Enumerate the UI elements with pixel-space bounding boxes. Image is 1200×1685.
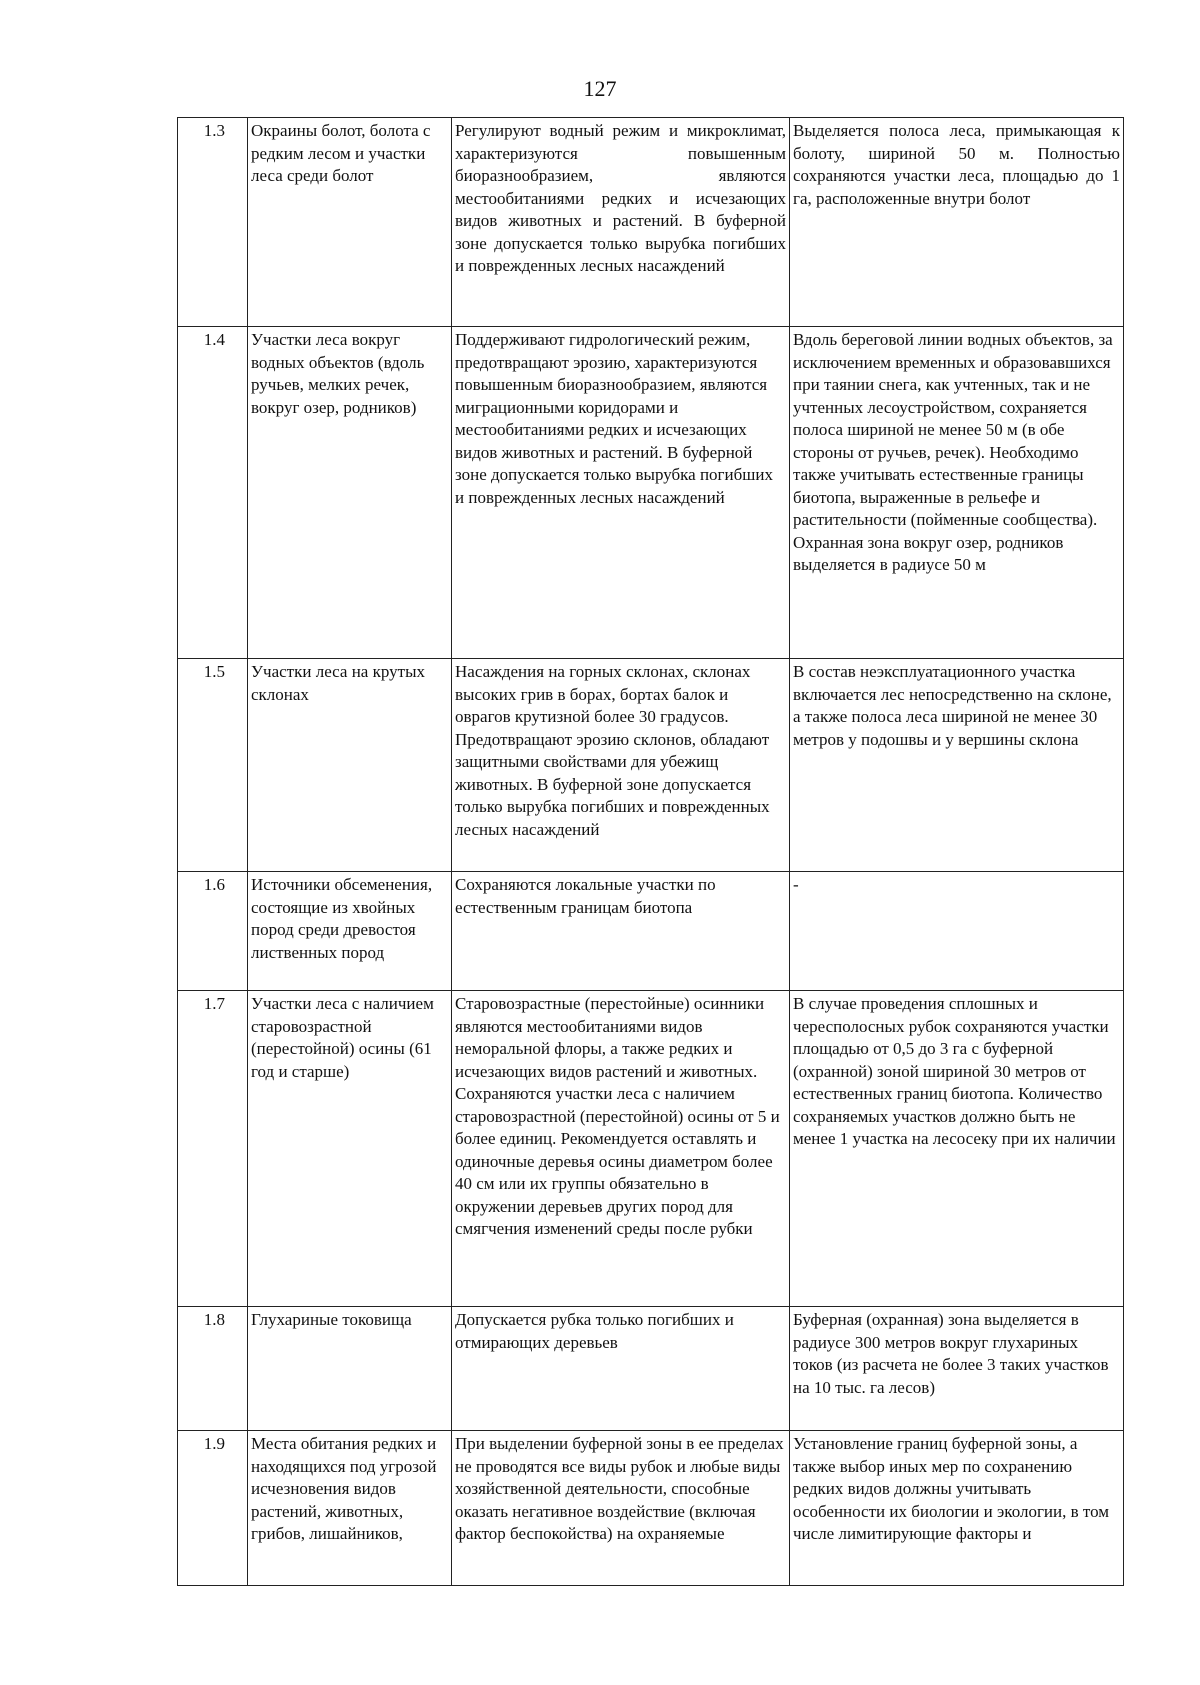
rule-cell: Выделяется полоса леса, примыкающая к болоту, шириной 50 м. Полностью сохраняются участки леса, площадью до 1 га, расположенные внутри болот	[790, 118, 1124, 327]
function-cell: Поддерживают гидрологический режим, предотвращают эрозию, характеризуются повышенным биоразнообразием, являются миграционными коридорами и местообитаниями редких и исчезающих видов животных и растений. В буферной зоне допускается только вырубка погибших и поврежденных лесных насаждений	[452, 327, 790, 659]
row-number: 1.7	[178, 991, 248, 1307]
table-row	[178, 659, 1124, 872]
function-cell: При выделении буферной зоны в ее пределах не проводятся все виды рубок и любые виды хозяйственной деятельности, способные оказать негативное воздействие (включая фактор беспокойства) на охраняемые	[452, 1431, 790, 1586]
rule-cell: В состав неэксплуатационного участка включается лес непосредственно на склоне, а также полоса леса шириной не менее 30 метров у подошвы и у вершины склона	[790, 659, 1124, 872]
object-cell: Источники обсеменения, состоящие из хвойных пород среди древостоя лиственных пород	[248, 872, 452, 991]
object-cell: Участки леса вокруг водных объектов (вдоль ручьев, мелких речек, вокруг озер, родников)	[248, 327, 452, 659]
rule-cell: Буферная (охранная) зона выделяется в радиусе 300 метров вокруг глухариных токов (из расчета не более 3 таких участков на 10 тыс. га лесов)	[790, 1307, 1124, 1431]
object-cell: Глухариные токовища	[248, 1307, 452, 1431]
function-cell: Старовозрастные (перестойные) осинники являются местообитаниями видов неморальной флоры, а также редких и исчезающих видов растений и животных. Сохраняются участки леса с наличием старовозрастной (перестойной) осины от 5 и более единиц. Рекомендуется оставлять и одиночные деревья осины диаметром более 40 см или их группы обязательно в окружении деревьев других пород для смягчения изменений среды после рубки	[452, 991, 790, 1307]
row-number: 1.8	[178, 1307, 248, 1431]
function-cell: Регулируют водный режим и микроклимат, характеризуются повышенным биоразнообразием, являются местообитаниями редких и исчезающих видов животных и растений. В буферной зоне допускается только вырубка погибших и поврежденных лесных насаждений	[452, 118, 790, 327]
table-row	[178, 118, 1124, 327]
table-row	[178, 1307, 1124, 1431]
row-number: 1.9	[178, 1431, 248, 1586]
row-number: 1.5	[178, 659, 248, 872]
object-cell: Места обитания редких и находящихся под угрозой исчезновения видов растений, животных, грибов, лишайников,	[248, 1431, 452, 1586]
table-row	[178, 1431, 1124, 1586]
function-cell: Насаждения на горных склонах, склонах высоких грив в борах, бортах балок и оврагов крутизной более 30 градусов. Предотвращают эрозию склонов, обладают защитными свойствами для убежищ животных. В буферной зоне допускается только вырубка погибших и поврежденных лесных насаждений	[452, 659, 790, 872]
rule-cell: Установление границ буферной зоны, а также выбор иных мер по сохранению редких видов должны учитывать особенности их биологии и экологии, в том числе лимитирующие факторы и	[790, 1431, 1124, 1586]
object-cell: Участки леса с наличием старовозрастной (перестойной) осины (61 год и старше)	[248, 991, 452, 1307]
rule-cell: Вдоль береговой линии водных объектов, за исключением временных и образовавшихся при таянии снега, как учтенных, так и не учтенных лесоустройством, сохраняется полоса шириной не менее 50 м (в обе стороны от ручьев, речек). Необходимо также учитывать естественные границы биотопа, выраженные в рельефе и растительности (пойменные сообщества). Охранная зона вокруг озер, родников выделяется в радиусе 50 м	[790, 327, 1124, 659]
function-cell: Сохраняются локальные участки по естественным границам биотопа	[452, 872, 790, 991]
table-row	[178, 872, 1124, 991]
rule-cell: -	[790, 872, 1124, 991]
object-cell: Участки леса на крутых склонах	[248, 659, 452, 872]
row-number: 1.3	[178, 118, 248, 327]
rule-cell: В случае проведения сплошных и чересполосных рубок сохраняются участки площадью от 0,5 до 3 га с буферной (охранной) зоной шириной 30 метров от естественных границ биотопа. Количество сохраняемых участков должно быть не менее 1 участка на лесосеку при их наличии	[790, 991, 1124, 1307]
object-cell: Окраины болот, болота с редким лесом и участки леса среди болот	[248, 118, 452, 327]
table-row	[178, 991, 1124, 1307]
page-number: 127	[583, 76, 617, 101]
row-number: 1.6	[178, 872, 248, 991]
forest-areas-table	[177, 117, 1124, 1586]
function-cell: Допускается рубка только погибших и отмирающих деревьев	[452, 1307, 790, 1431]
row-number: 1.4	[178, 327, 248, 659]
table-row	[178, 327, 1124, 659]
